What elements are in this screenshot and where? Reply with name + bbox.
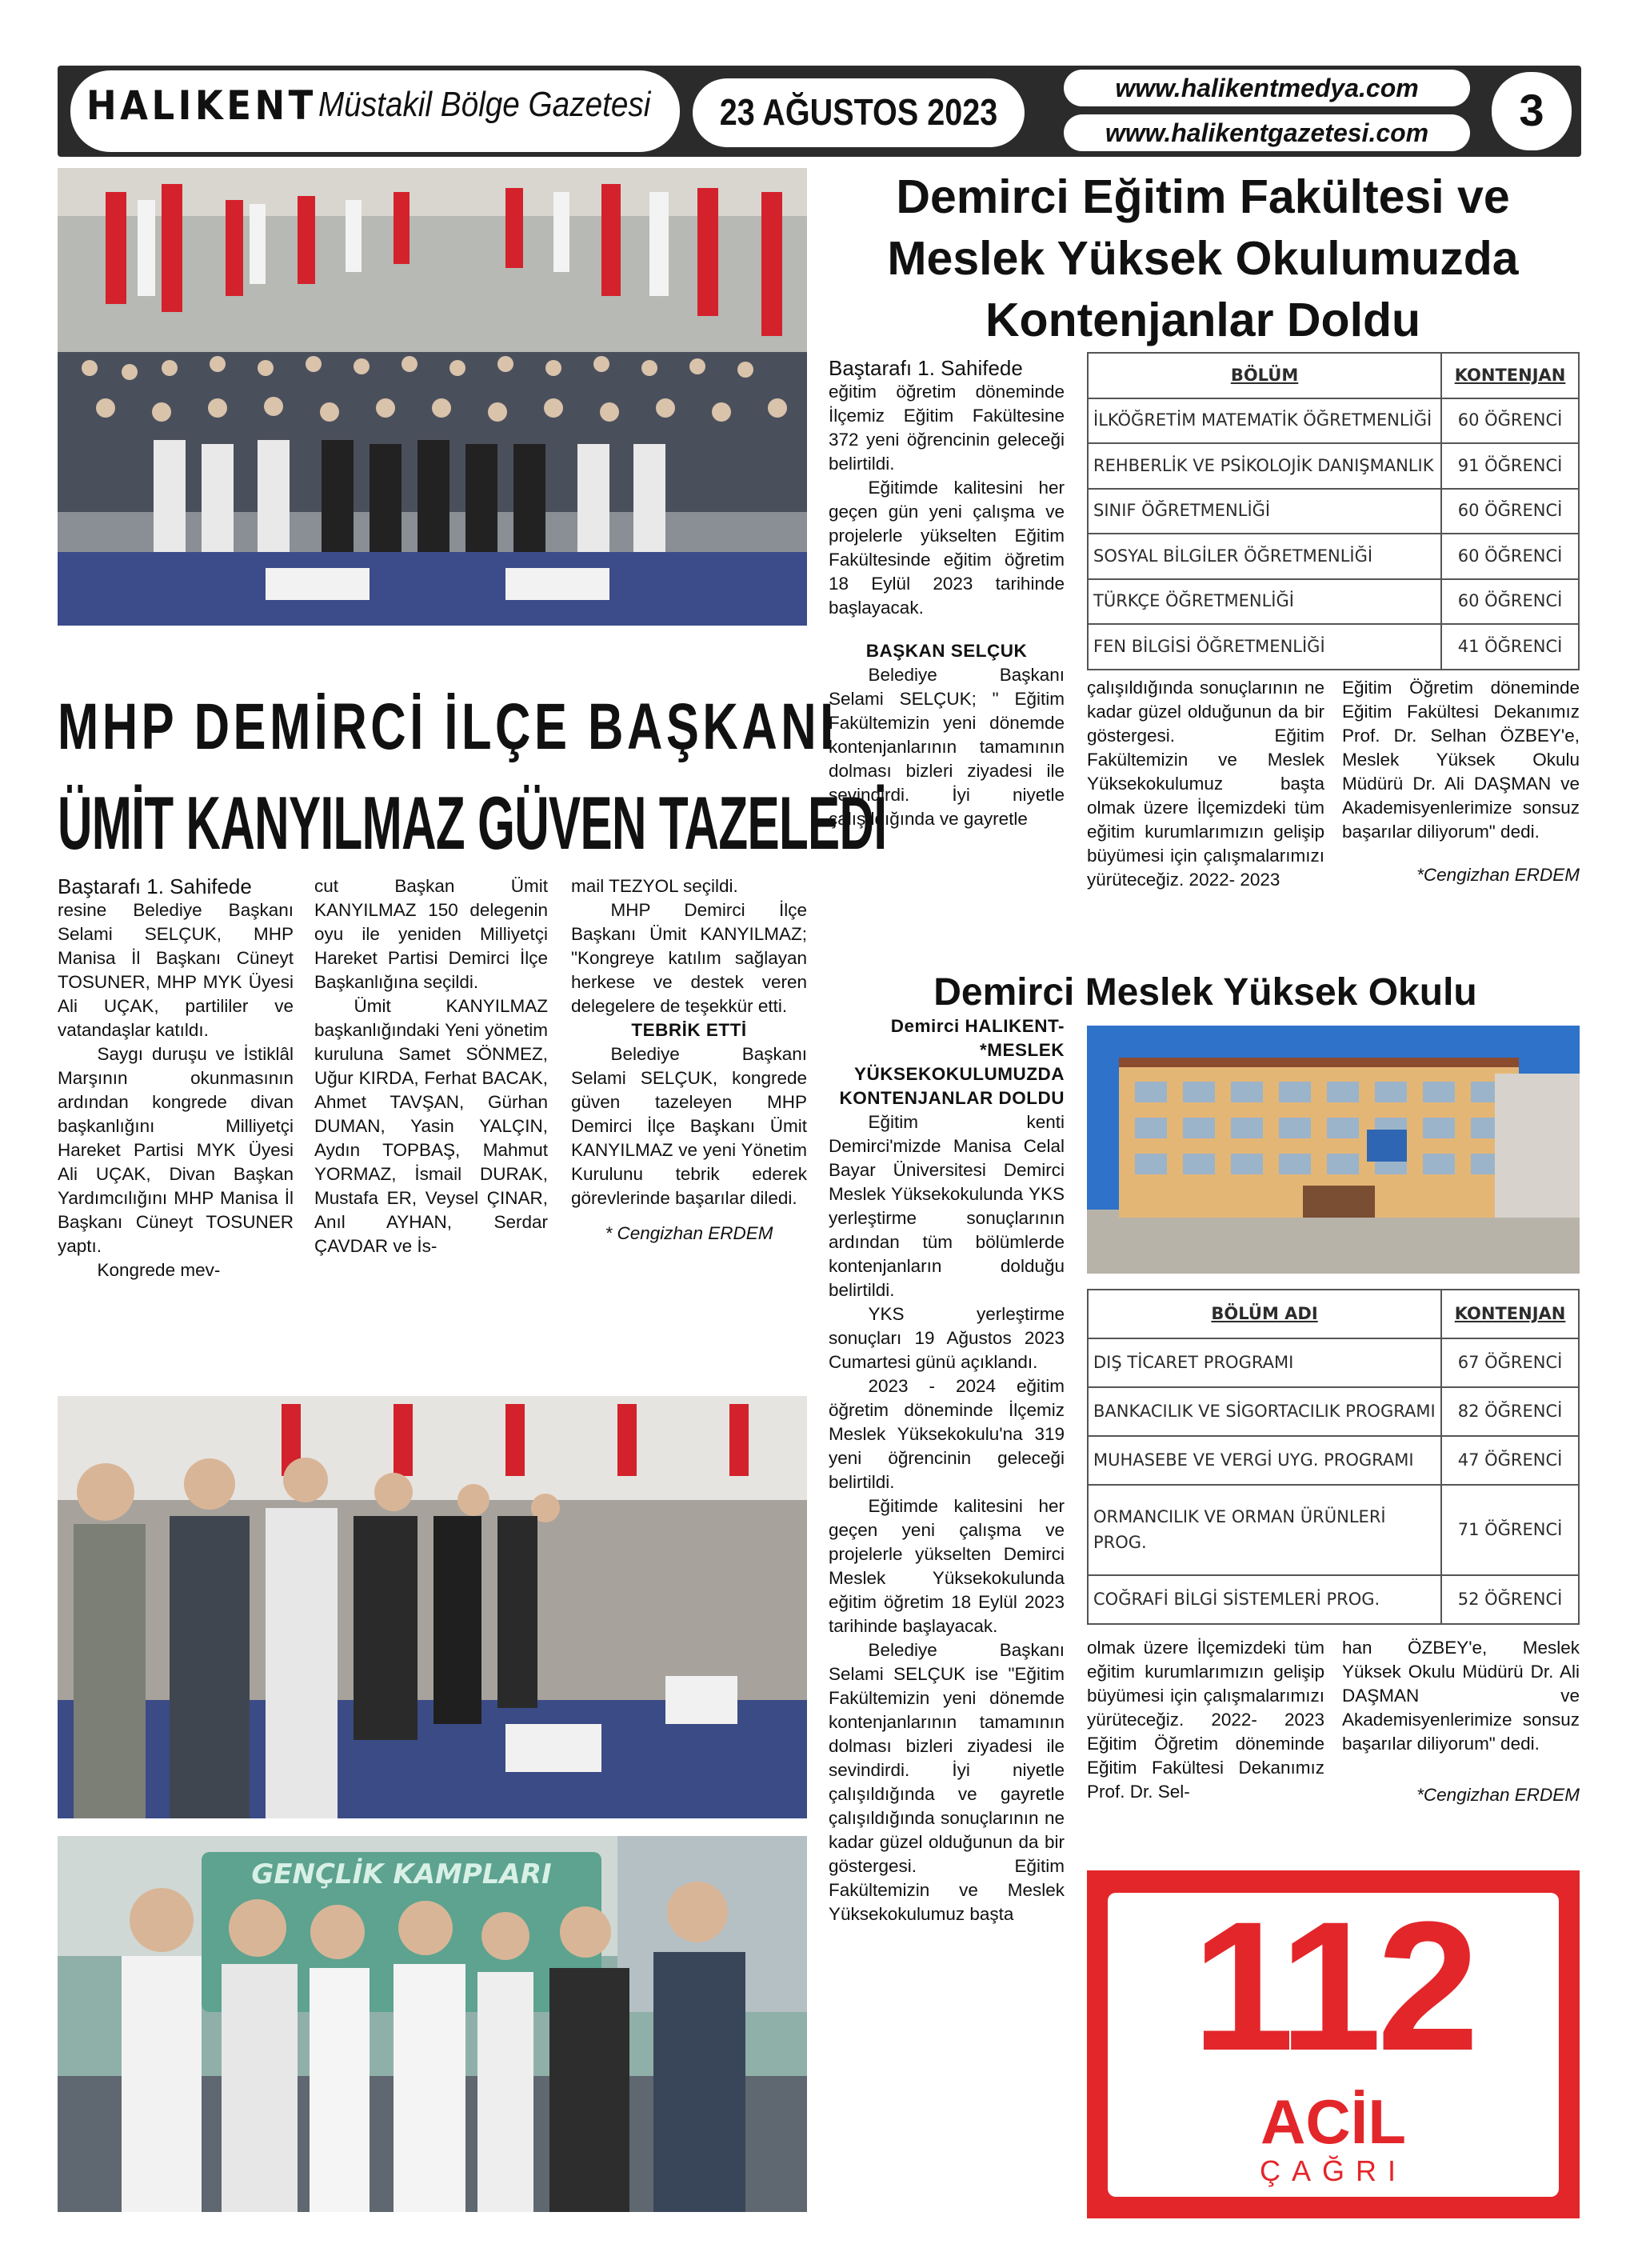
photo-congress-hall	[58, 168, 807, 626]
mhp-paragraph: Belediye Başkanı Selami SELÇUK, kongrede güven tazeleyen MHP Demirci İlçe Başkanı Ümit KANYILMAZ ve yeni Yönetim Kurulunu tebrik ederek görevlerinde başarılar diledi.	[571, 1044, 807, 1208]
group-portrait-illustration	[58, 1836, 807, 2212]
egitim-continued-note: Baştarafı 1. Sahifede	[829, 356, 1023, 380]
emergency-ad	[1087, 1870, 1580, 2218]
table-cell: 60 ÖĞRENCİ	[1441, 534, 1579, 579]
table-header: BÖLÜM	[1088, 353, 1441, 398]
table-cell: MUHASEBE VE VERGİ UYG. PROGRAMI	[1088, 1436, 1441, 1485]
mhp-paragraph: resine Belediye Başkanı Selami SELÇUK, MHP Manisa İl Başkanı Cüneyt TOSUNER, MHP MYK Üyesi Ali UÇAK, partililer ve vatandaşlar katıldı.	[58, 900, 294, 1040]
table-row	[1088, 534, 1579, 579]
myo-headline: Demirci Meslek Yüksek Okulu	[933, 971, 1477, 1014]
mhp-headline-line-1: MHP DEMİRCİ İLÇE BAŞKANI	[58, 690, 837, 763]
table-cell: DIŞ TİCARET PROGRAMI	[1088, 1338, 1441, 1387]
anthem-illustration	[58, 1396, 807, 1818]
table-row	[1088, 1575, 1579, 1624]
table-cell: 91 ÖĞRENCİ	[1441, 443, 1579, 489]
table-cell: COĞRAFİ BİLGİ SİSTEMLERİ PROG.	[1088, 1575, 1441, 1624]
egitim-subheading: BAŞKAN SELÇUK	[865, 641, 1028, 661]
banner-text: GENÇLİK KAMPLARI	[251, 1858, 552, 1890]
egitim-column-3	[1342, 676, 1580, 887]
table-row	[1088, 624, 1579, 670]
kontenjan-table	[1087, 1289, 1580, 1625]
date: 23 AĞUSTOS 2023	[719, 91, 998, 133]
table-cell: SINIF ÖĞRETMENLİĞİ	[1088, 489, 1441, 534]
myo-paragraph: olmak üzere İlçemizdeki tüm eğitim kurumlarımızın gelişip büyümesi için çalışmalarımızı yürüteceğiz. 2022- 2023 Eğitim Öğretim döneminde Eğitim Fakültesi Dekanımız Prof. Dr. Sel-	[1087, 1638, 1324, 1802]
egitim-paragraph: çalışıldığında sonuçlarının ne kadar güzel olduğunun da bir göstergesi. Eğitim Fakültemizin ve Meslek Yüksekokulumuz başta olmak üzere İlçemizdeki tüm eğitim kurumlarımızın gelişip büyümesi için çalışmalarımızı yürüteceğiz. 2022- 2023	[1087, 678, 1324, 890]
egitim-paragraph: Eğitimde kalitesini her geçen gün yeni çalışma ve projelerle yükselten Eğitim Fakültesinde eğitim öğretim 18 Eylül 2023 tarihinde başlayacak.	[829, 478, 1065, 618]
myo-column-2	[1087, 1636, 1324, 1804]
table-cell: 60 ÖĞRENCİ	[1441, 579, 1579, 625]
mhp-paragraph: mail TEZYOL seçildi.	[571, 876, 738, 896]
myo-paragraph: YKS yerleştirme sonuçları 19 Ağustos 2023 Cumartesi günü açıklandı.	[829, 1304, 1065, 1372]
egitim-fakulte-table	[1087, 352, 1580, 670]
egitim-column-2	[1087, 676, 1324, 892]
egitim-byline: *Cengizhan ERDEM	[1416, 865, 1580, 885]
emergency-word-2: ÇAĞRI	[1259, 2154, 1407, 2187]
myo-paragraph: Eğitim kenti Demirci'mizde Manisa Celal Bayar Üniversitesi Demirci Meslek Yüksekokulunda YKS yerleştirme sonuçlarının ardından tüm bölümlerde kontenjanların dolduğu belirtildi.	[829, 1112, 1065, 1300]
table-row	[1088, 1338, 1579, 1387]
table-cell: İLKÖĞRETİM MATEMATİK ÖĞRETMENLİĞİ	[1088, 398, 1441, 444]
table-cell: 71 ÖĞRENCİ	[1441, 1485, 1579, 1574]
table-row	[1088, 489, 1579, 534]
table-row	[1088, 1436, 1579, 1485]
table-cell: 60 ÖĞRENCİ	[1441, 398, 1579, 444]
mhp-column-2	[314, 874, 548, 1258]
congress-hall-illustration	[58, 168, 807, 626]
table-row	[1088, 443, 1579, 489]
emergency-number: 112	[1192, 1883, 1475, 2089]
website-2[interactable]: www.halikentgazetesi.com	[1105, 118, 1429, 147]
myo-table	[1087, 1289, 1580, 1625]
photo-group-portrait	[58, 1836, 807, 2212]
egitim-headline: Demirci Eğitim Fakültesi ve Meslek Yüksek Okulumuzda Kontenjanlar Doldu	[887, 170, 1519, 346]
table-row	[1088, 579, 1579, 625]
emergency-word-1: ACİL	[1260, 2086, 1406, 2157]
table-cell: TÜRKÇE ÖĞRETMENLİĞİ	[1088, 579, 1441, 625]
myo-column-3	[1342, 1636, 1580, 1807]
mhp-paragraph: MHP Demirci İlçe Başkanı Ümit KANYILMAZ; "Kongreye katılım sağlayan herkese ve destek veren delegelere de teşekkür etti.	[571, 900, 807, 1016]
mhp-paragraph: cut Başkan Ümit KANYILMAZ 150 delegenin oyu ile yeniden Milliyetçi Hareket Partisi Demirci İlçe Başkanlığına seçildi.	[314, 876, 548, 992]
kontenjan-table	[1087, 352, 1580, 670]
table-cell: 67 ÖĞRENCİ	[1441, 1338, 1579, 1387]
myo-paragraph: Eğitimde kalitesini her geçen yeni çalışma ve projelerle yükselten Demirci Meslek Yüksekokulunda eğitim öğretim 18 Eylül 2023 tarihinde başlayacak.	[829, 1496, 1065, 1636]
egitim-paragraph: eğitim öğretim döneminde İlçemiz Eğitim Fakültesine 372 yeni öğrencinin geleceği belirtildi.	[829, 382, 1065, 474]
table-cell: 52 ÖĞRENCİ	[1441, 1575, 1579, 1624]
table-row	[1088, 1485, 1579, 1574]
egitim-column-1	[829, 356, 1065, 831]
myo-lead: Demirci HALIKENT- *MESLEK YÜKSEKOKULUMUZDA KONTENJANLAR DOLDU	[839, 1016, 1065, 1108]
building-illustration	[1087, 1026, 1580, 1274]
egitim-paragraph: Belediye Başkanı Selami SELÇUK; " Eğitim Fakültemizin yeni dönemde kontenjanlarının tamamının dolması bizleri ziyadesi ile sevindirdi. İyi niyetle çalışıldığında ve gayretle	[829, 665, 1065, 829]
mhp-column-3	[571, 874, 807, 1246]
myo-paragraph: Belediye Başkanı Selami SELÇUK ise "Eğitim Fakültemizin yeni dönemde kontenjanlarının tamamının dolması bizleri ziyadesi ile sevindirdi. İyi niyetle çalışıldığında ve gayretle çalışıldığında sonuçlarının ne kadar güzel olduğunun da bir göstergesi. Eğitim Fakültemizin ve Meslek Yüksekokulumuz başta	[829, 1640, 1065, 1924]
mhp-headline-line-2: ÜMİT KANYILMAZ GÜVEN TAZELEDİ	[58, 781, 887, 865]
page-number: 3	[1519, 85, 1544, 135]
myo-paragraph: han ÖZBEY'e, Meslek Yüksek Okulu Müdürü Dr. Ali DAŞMAN ve Akademisyenlerimize sonsuz başarılar diliyorum" dedi.	[1342, 1638, 1580, 1754]
table-cell: BANKACILIK VE SİGORTACILIK PROGRAMI	[1088, 1387, 1441, 1436]
mhp-continued-note: Baştarafı 1. Sahifede	[58, 874, 252, 898]
mhp-paragraph: Saygı duruşu ve İstiklâl Marşının okunmasının ardından kongrede divan başkanlığını Milliyetçi Hareket Partisi MYK Üyesi Ali UÇAK, Divan Başkan Yardımcılığını MHP Manisa İl Başkanı Cüneyt TOSUNER yaptı.	[58, 1044, 294, 1256]
myo-paragraph: 2023 - 2024 eğitim öğretim döneminde İlçemiz Meslek Yüksekokulu'na 319 yeni öğrencinin geleceği belirtildi.	[829, 1376, 1065, 1492]
logo: HALIKENT	[86, 82, 317, 129]
myo-byline: *Cengizhan ERDEM	[1416, 1785, 1580, 1805]
mhp-column-1	[58, 874, 294, 1282]
table-row	[1088, 1387, 1579, 1436]
table-cell: 60 ÖĞRENCİ	[1441, 489, 1579, 534]
tagline: Müstakil Bölge Gazetesi	[318, 85, 651, 124]
egitim-paragraph: Eğitim Öğretim döneminde Eğitim Fakültesi Dekanımız Prof. Dr. Selhan ÖZBEY'e, Meslek Yüksek Okulu Müdürü Dr. Ali DAŞMAN ve Akademisyenlerimize sonsuz başarılar diliyorum" dedi.	[1342, 678, 1580, 842]
myo-column-1	[829, 1014, 1065, 1926]
mhp-paragraph: Ümit KANYILMAZ başkanlığındaki Yeni yönetim kuruluna Samet SÖNMEZ, Uğur KIRDA, Ferhat BACAK, Ahmet TAVŞAN, Gürhan DUMAN, Yasin YALÇIN, Aydın TOPBAŞ, Mahmut YORMAZ, İsmail DURAK, Mustafa ER, Veysel ÇINAR, Anıl AYHAN, Serdar ÇAVDAR ve İs-	[314, 996, 548, 1256]
photo-myo-building	[1087, 1026, 1580, 1274]
website-1[interactable]: www.halikentmedya.com	[1115, 74, 1419, 102]
table-cell: ORMANCILIK VE ORMAN ÜRÜNLERİ PROG.	[1088, 1485, 1441, 1574]
table-cell: FEN BİLGİSİ ÖĞRETMENLİĞİ	[1088, 624, 1441, 670]
table-cell: SOSYAL BİLGİLER ÖĞRETMENLİĞİ	[1088, 534, 1441, 579]
mhp-subheading: TEBRİK ETTİ	[631, 1020, 747, 1040]
table-header: KONTENJAN	[1441, 1290, 1579, 1338]
mhp-paragraph: Kongrede mev-	[97, 1260, 221, 1280]
table-cell: 47 ÖĞRENCİ	[1441, 1436, 1579, 1485]
photo-anthem-standing	[58, 1396, 807, 1818]
mhp-byline: * Cengizhan ERDEM	[605, 1223, 773, 1243]
table-cell: REHBERLİK VE PSİKOLOJİK DANIŞMANLIK	[1088, 443, 1441, 489]
table-cell: 82 ÖĞRENCİ	[1441, 1387, 1579, 1436]
table-header: BÖLÜM ADI	[1088, 1290, 1441, 1338]
table-header: KONTENJAN	[1441, 353, 1579, 398]
table-row	[1088, 398, 1579, 444]
table-cell: 41 ÖĞRENCİ	[1441, 624, 1579, 670]
